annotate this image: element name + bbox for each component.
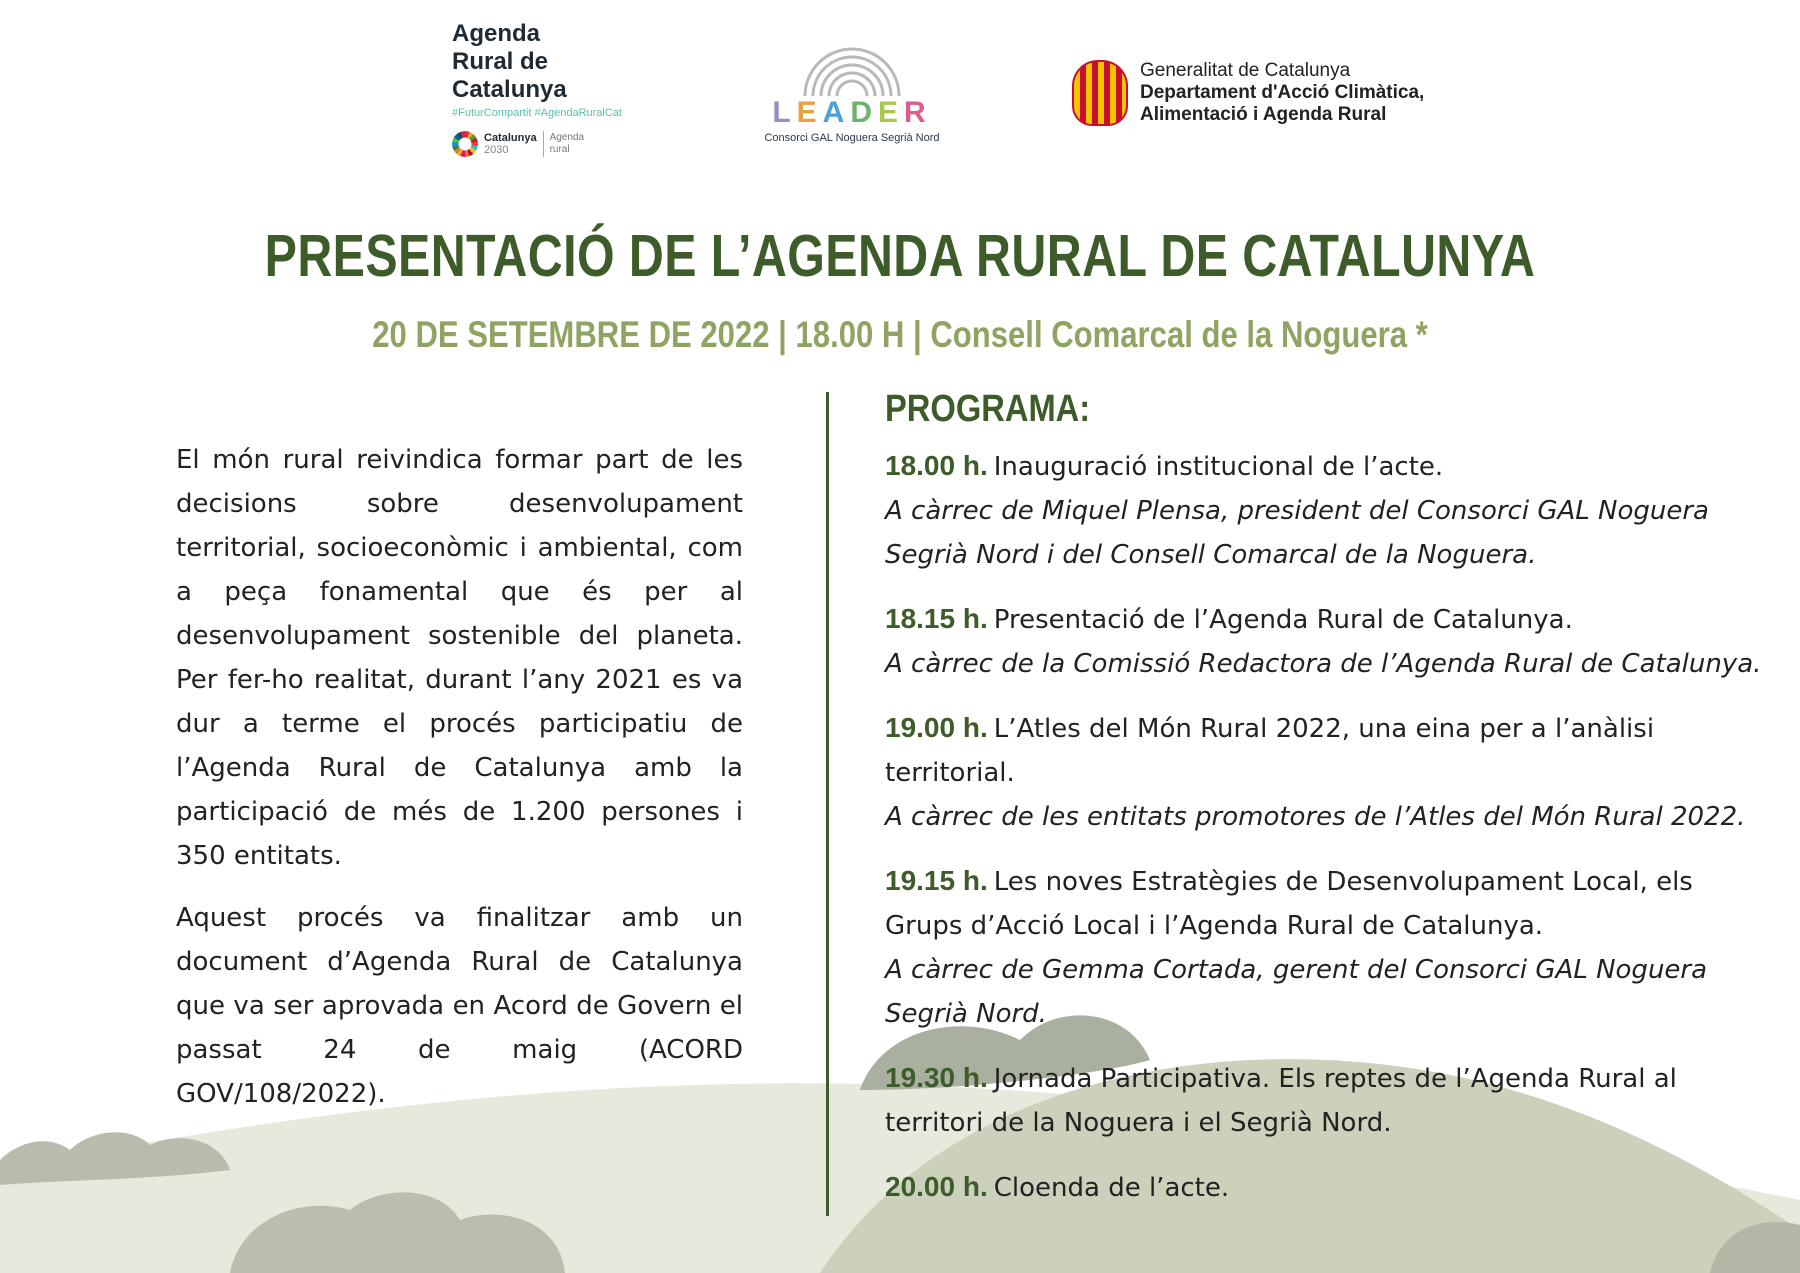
sdg-year: 2030 <box>484 144 509 156</box>
programa-desc: L’Atles del Món Rural 2022, una eina per a l’anàlisi territorial. <box>885 714 1655 788</box>
programa-item <box>885 444 1765 577</box>
event-details: 20 DE SETEMBRE DE 2022 | 18.00 H | Consell Comarcal de la Noguera * <box>372 314 1428 355</box>
programa-desc: Jornada Participativa. Els reptes de l’Agenda Rural al territori de la Noguera i el Segrià Nord. <box>885 1064 1677 1138</box>
programa-speaker: A càrrec de Gemma Cortada, gerent del Consorci GAL Noguera Segrià Nord. <box>885 955 1708 1029</box>
catalunya-2030-label <box>484 132 537 156</box>
programa-item <box>885 1165 1765 1210</box>
sdg-separator <box>543 131 544 157</box>
generalitat-text <box>1140 60 1424 126</box>
intro-paragraph: Aquest procés va finalitzar amb un document d’Agenda Rural de Catalunya que va ser aprovada en Acord de Govern el passat 24 de maig (ACORD GOV/108/2022). <box>176 903 743 1109</box>
catalan-shield-icon <box>1072 60 1128 126</box>
agenda-rural-line2: Rural de <box>452 48 549 75</box>
programa-desc: Inauguració institucional de l’acte. <box>993 452 1444 482</box>
sdg-label: Catalunya <box>484 132 537 144</box>
programa-title: PROGRAMA: <box>885 388 1091 430</box>
generalitat-line2: Departament d'Acció Climàtica, <box>1140 82 1425 103</box>
generalitat-logo <box>1072 58 1492 128</box>
leader-letter: L <box>772 96 797 129</box>
programa-item <box>885 1056 1765 1145</box>
leader-letter: E <box>796 96 823 129</box>
agenda-rural-logo <box>452 20 667 180</box>
leader-wordmark <box>752 96 952 130</box>
programa-time: 20.00 h. <box>885 1171 988 1202</box>
programa-desc: Les noves Estratègies de Desenvolupament Local, els Grups d’Acció Local i l’Agenda Rural de Catalunya. <box>885 867 1693 941</box>
leader-letter: R <box>904 96 932 129</box>
agenda-rural-hashtags: #FuturCompartit #AgendaRuralCat <box>452 107 622 119</box>
programa-time: 19.00 h. <box>885 712 988 743</box>
leader-logo <box>752 28 952 158</box>
leader-letter: E <box>878 96 905 129</box>
sdg-agenda-rural: Agenda rural <box>549 132 585 155</box>
intro-text <box>176 438 743 1134</box>
programa-time: 18.00 h. <box>885 450 988 481</box>
programa-speaker: A càrrec de les entitats promotores de l’Atles del Món Rural 2022. <box>885 802 1746 832</box>
page-title: PRESENTACIÓ DE L’AGENDA RURAL DE CATALUNYA <box>264 223 1536 289</box>
programa-time: 18.15 h. <box>885 603 988 634</box>
programa-time: 19.15 h. <box>885 865 988 896</box>
programa-speaker: A càrrec de Miquel Plensa, president del Consorci GAL Noguera Segrià Nord i del Consell Comarcal de la Noguera. <box>885 496 1709 570</box>
catalunya-2030-badge <box>452 131 667 157</box>
column-divider <box>826 392 829 1216</box>
programa-desc: Presentació de l’Agenda Rural de Catalunya. <box>993 605 1573 635</box>
programa-desc: Cloenda de l’acte. <box>993 1173 1230 1203</box>
programa-speaker: A càrrec de la Comissió Redactora de l’Agenda Rural de Catalunya. <box>885 649 1762 679</box>
agenda-rural-line3: Catalunya <box>452 76 567 103</box>
leader-letter: A <box>822 96 851 129</box>
programa-section <box>885 386 1765 1230</box>
generalitat-line3: Alimentació i Agenda Rural <box>1140 104 1387 125</box>
agenda-rural-line1: Agenda <box>452 20 541 47</box>
programa-item <box>885 597 1765 686</box>
generalitat-line1: Generalitat de Catalunya <box>1140 60 1351 81</box>
leader-subtitle: Consorci GAL Noguera Segrià Nord <box>764 132 940 144</box>
sdg-wheel-icon <box>452 131 478 157</box>
programa-time: 19.30 h. <box>885 1062 988 1093</box>
intro-paragraph: El món rural reivindica formar part de les decisions sobre desenvolupament territorial, socioeconòmic i ambiental, com a peça fonamental que és per al desenvolupament sostenible del planeta. Per fer-ho realitat, durant l’any 2021 es va dur a terme el procés participatiu de l’Agenda Rural de Catalunya amb la participació de més de 1.200 persones i 350 entitats. <box>176 445 743 871</box>
programa-item <box>885 706 1765 839</box>
programa-item <box>885 859 1765 1036</box>
leader-arcs-icon <box>797 28 907 98</box>
leader-letter: D <box>850 96 878 129</box>
